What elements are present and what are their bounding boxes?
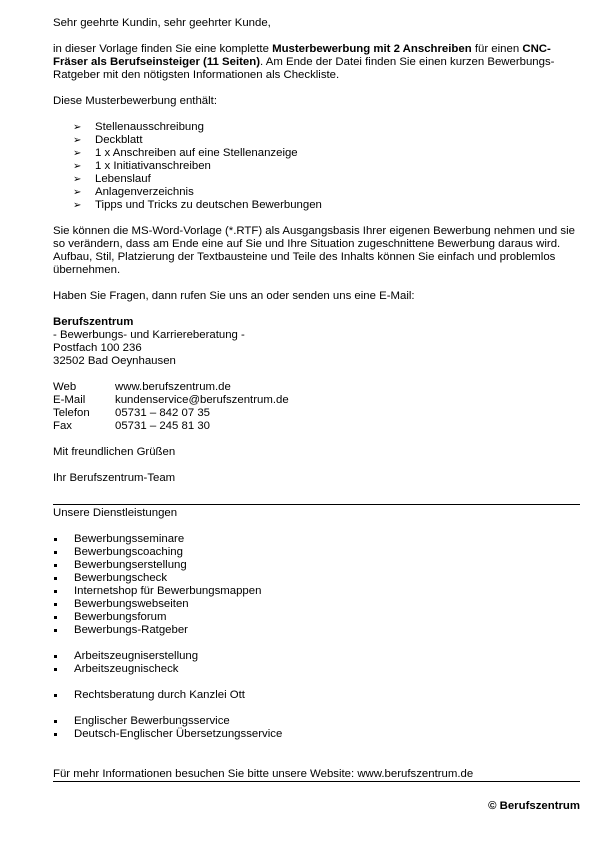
intro-paragraph xyxy=(53,43,580,82)
footer xyxy=(53,768,580,782)
service-item xyxy=(53,559,580,572)
contents-item xyxy=(53,199,580,212)
contact-label: Fax xyxy=(53,420,72,432)
contact-value: kundenservice@berufszentrum.de xyxy=(115,394,289,406)
list-item-label: Bewerbungsforum xyxy=(74,611,167,623)
list-item-label: Internetshop für Bewerbungsmappen xyxy=(74,585,262,597)
service-item xyxy=(53,611,580,624)
contents-heading: Diese Musterbewerbung enthält: xyxy=(53,95,217,107)
service-item xyxy=(53,624,580,637)
contact-value: 05731 – 842 07 35 xyxy=(115,407,211,419)
closing: Mit freundlichen Grüßen xyxy=(53,446,176,458)
square-bullet-icon xyxy=(54,590,57,593)
service-item xyxy=(53,715,580,728)
intro-text-1: in dieser Vorlage finden Sie eine komplette xyxy=(53,43,273,55)
services-list-3 xyxy=(53,689,580,702)
list-item-label: Rechtsberatung durch Kanzlei Ott xyxy=(74,689,245,701)
contents-item xyxy=(53,160,580,173)
address-block xyxy=(53,316,580,368)
contents-item xyxy=(53,186,580,199)
signature: Ihr Berufszentrum-Team xyxy=(53,472,176,484)
list-item-label: Arbeitszeugniserstellung xyxy=(74,650,199,662)
contents-item xyxy=(53,134,580,147)
list-item-label: Tipps und Tricks zu deutschen Bewerbungen xyxy=(95,199,322,211)
footer-info: Für mehr Informationen besuchen Sie bitte unsere Website: www.berufszentrum.de xyxy=(53,768,474,780)
services-heading: Unsere Dienstleistungen xyxy=(53,507,178,519)
company-name: Berufszentrum xyxy=(53,316,134,328)
contact-label: Telefon xyxy=(53,407,90,419)
company-subtitle: - Bewerbungs- und Karriereberatung - xyxy=(53,329,245,341)
square-bullet-icon xyxy=(54,629,57,632)
list-item-label: Arbeitszeugnischeck xyxy=(74,663,179,675)
service-item xyxy=(53,598,580,611)
contact-table xyxy=(53,381,580,433)
contact-label: E-Mail xyxy=(53,394,86,406)
square-bullet-icon xyxy=(54,603,57,606)
arrow-bullet-icon: ➢ xyxy=(73,161,82,172)
address-street: Postfach 100 236 xyxy=(53,342,142,354)
list-item-label: Bewerbungscoaching xyxy=(74,546,183,558)
square-bullet-icon xyxy=(54,577,57,580)
footer-divider xyxy=(53,781,580,782)
list-item-label: Bewerbungsseminare xyxy=(74,533,185,545)
services-list-1 xyxy=(53,533,580,637)
square-bullet-icon xyxy=(54,551,57,554)
contents-item xyxy=(53,147,580,160)
contact-value: 05731 – 245 81 30 xyxy=(115,420,211,432)
services-list-4 xyxy=(53,715,580,741)
address-city: 32502 Bad Oeynhausen xyxy=(53,355,176,367)
arrow-bullet-icon: ➢ xyxy=(73,135,82,146)
contact-label: Web xyxy=(53,381,77,393)
contents-item xyxy=(53,121,580,134)
list-item-label: Anlagenverzeichnis xyxy=(95,186,194,198)
service-item xyxy=(53,585,580,598)
arrow-bullet-icon: ➢ xyxy=(73,122,82,133)
intro-bold-2: CNC-Fräser als Berufseinsteiger (11 Seiten) xyxy=(53,43,551,68)
contents-item xyxy=(53,173,580,186)
square-bullet-icon xyxy=(54,655,57,658)
document-page xyxy=(53,17,580,741)
service-item xyxy=(53,728,580,741)
list-item-label: 1 x Initiativanschreiben xyxy=(95,160,211,172)
list-item-label: Bewerbungscheck xyxy=(74,572,168,584)
service-item xyxy=(53,663,580,676)
arrow-bullet-icon: ➢ xyxy=(73,187,82,198)
arrow-bullet-icon: ➢ xyxy=(73,148,82,159)
square-bullet-icon xyxy=(54,564,57,567)
list-item-label: 1 x Anschreiben auf eine Stellenanzeige xyxy=(95,147,298,159)
list-item-label: Bewerbungs-Ratgeber xyxy=(74,624,188,636)
square-bullet-icon xyxy=(54,733,57,736)
square-bullet-icon xyxy=(54,720,57,723)
arrow-bullet-icon: ➢ xyxy=(73,200,82,211)
intro-text-3: . Am Ende der Datei finden Sie einen kurzen Bewerbungs-Ratgeber mit den nötigsten Informationen als Checkliste. xyxy=(53,56,555,81)
list-item-label: Stellenausschreibung xyxy=(95,121,204,133)
service-item xyxy=(53,689,580,702)
service-item xyxy=(53,533,580,546)
square-bullet-icon xyxy=(54,668,57,671)
copyright: © Berufszentrum xyxy=(488,800,580,812)
usage-paragraph: Sie können die MS-Word-Vorlage (*.RTF) als Ausgangsbasis Ihrer eigenen Bewerbung nehmen und sie so verändern, dass am Ende eine auf Sie und Ihre Situation zugeschnittene Bewerbung daraus wird. Aufbau, Stil, Platzierung der Textbausteine und Teile des Inhalts können Sie einfach und problemlos übernehmen. xyxy=(53,225,575,276)
service-item xyxy=(53,650,580,663)
square-bullet-icon xyxy=(54,616,57,619)
square-bullet-icon xyxy=(54,538,57,541)
questions-paragraph: Haben Sie Fragen, dann rufen Sie uns an oder senden uns eine E-Mail: xyxy=(53,290,415,302)
arrow-bullet-icon: ➢ xyxy=(73,174,82,185)
list-item-label: Bewerbungswebseiten xyxy=(74,598,189,610)
salutation: Sehr geehrte Kundin, sehr geehrter Kunde, xyxy=(53,17,271,29)
square-bullet-icon xyxy=(54,694,57,697)
list-item-label: Bewerbungserstellung xyxy=(74,559,187,571)
contents-list xyxy=(53,121,580,212)
intro-text-2: für einen xyxy=(471,43,523,55)
list-item-label: Deutsch-Englischer Übersetzungsservice xyxy=(74,728,283,740)
list-item-label: Deckblatt xyxy=(95,134,143,146)
intro-bold-1: Musterbewerbung mit 2 Anschreiben xyxy=(272,43,472,55)
service-item xyxy=(53,546,580,559)
list-item-label: Lebenslauf xyxy=(95,173,151,185)
contact-value: www.berufszentrum.de xyxy=(115,381,231,393)
services-list-2 xyxy=(53,650,580,676)
list-item-label: Englischer Bewerbungsservice xyxy=(74,715,230,727)
service-item xyxy=(53,572,580,585)
